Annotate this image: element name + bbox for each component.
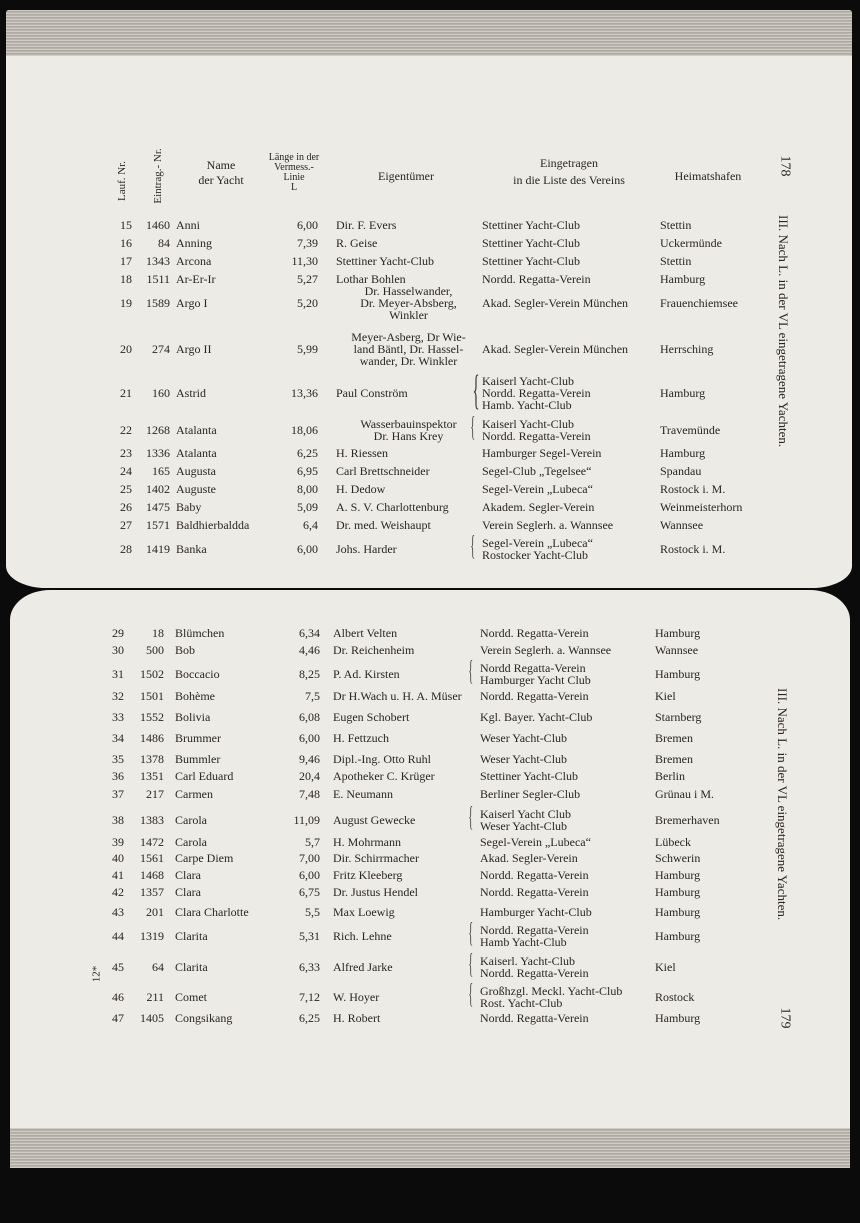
header-eingetragen-line2: in die Liste des Vereins: [513, 173, 625, 187]
verein-line: Kaiserl Yacht-Club: [482, 417, 574, 431]
verein-line: Nordd. Regatta-Verein: [482, 272, 591, 286]
yacht-name: Anni: [176, 218, 200, 232]
eintrag-nr: 1268: [146, 423, 170, 437]
heimatshafen: Weinmeisterhorn: [660, 500, 743, 514]
heimatshafen: Rostock: [655, 990, 695, 1004]
owner-line: land Bäntl, Dr. Hassel-: [353, 342, 464, 356]
verein-line: Akad. Segler-Verein: [480, 851, 578, 865]
owner: August Gewecke: [333, 813, 416, 827]
owner-line: Paul Conström: [336, 386, 408, 400]
verein-line: Kaiserl Yacht Club: [480, 807, 571, 821]
lauf-nr: 43: [112, 905, 124, 919]
eintrag-nr: 1405: [140, 1011, 164, 1025]
header-laenge-line4: L: [290, 182, 298, 193]
laenge: 6,00: [299, 731, 320, 745]
owner: Max Loewig: [333, 905, 395, 919]
yacht-name: Carmen: [175, 787, 213, 801]
lauf-nr: 37: [112, 787, 124, 801]
eintrag-nr: 1336: [146, 446, 170, 460]
heimatshafen: Hamburg: [655, 885, 701, 899]
lauf-nr: 44: [112, 929, 124, 943]
owner-line: Dr. Meyer-Absberg,: [360, 296, 457, 310]
verein-line: Verein Seglerh. a. Wannsee: [480, 643, 612, 657]
heimatshafen: Spandau: [660, 464, 702, 478]
yacht-name: Carola: [175, 835, 207, 849]
eintrag-nr: 217: [146, 787, 164, 801]
owner: H. Robert: [333, 1011, 381, 1025]
header-name-line2: der Yacht: [198, 173, 244, 187]
laenge: 9,46: [299, 752, 320, 766]
lauf-nr: 46: [112, 990, 124, 1004]
heimatshafen: Frauenchiemsee: [660, 296, 738, 310]
laenge: 5,20: [297, 296, 318, 310]
brace-icon: {: [468, 918, 474, 949]
owner: Dir. Schirrmacher: [333, 851, 419, 865]
owner: E. Neumann: [333, 787, 393, 801]
eintrag-nr: 1472: [140, 835, 164, 849]
laenge: 6,95: [297, 464, 318, 478]
lauf-nr: 45: [112, 960, 124, 974]
owner-line: Dir. F. Evers: [336, 218, 397, 232]
verein-line: Nordd. Regatta-Verein: [480, 885, 589, 899]
heimatshafen: Kiel: [655, 689, 676, 703]
verein-line: Berliner Segler-Club: [480, 787, 581, 801]
heimatshafen: Hamburg: [655, 626, 701, 640]
lauf-nr: 17: [120, 254, 132, 268]
heimatshafen: Rostock i. M.: [660, 542, 726, 556]
yacht-name: Auguste: [176, 482, 216, 496]
brace-icon: {: [472, 368, 480, 414]
eintrag-nr: 1383: [140, 813, 164, 827]
owner-line: Wasserbauinspektor: [360, 417, 457, 431]
yacht-name: Carpe Diem: [175, 851, 234, 865]
verein-line: Nordd. Regatta-Verein: [482, 386, 591, 400]
verein-line: Stettiner Yacht-Club: [482, 236, 580, 250]
yacht-name: Brummer: [175, 731, 221, 745]
heimatshafen: Bremen: [655, 752, 693, 766]
owner: P. Ad. Kirsten: [333, 667, 400, 681]
lauf-nr: 41: [112, 868, 124, 882]
top-page-edges: [6, 10, 852, 56]
owner: Eugen Schobert: [333, 710, 410, 724]
verein-line: Nordd. Regatta-Verein: [480, 626, 589, 640]
lauf-nr: 42: [112, 885, 124, 899]
header-laenge: [258, 153, 330, 193]
heimatshafen: Hamburg: [655, 905, 701, 919]
verein-line: Weser Yacht-Club: [480, 752, 568, 766]
eintrag-nr: 1357: [140, 885, 164, 899]
header-heimatshafen: Heimatshafen: [674, 169, 742, 183]
heimatshafen: Hamburg: [660, 272, 706, 286]
verein-line: Nordd Regatta-Verein: [480, 661, 586, 675]
yacht-name: Anning: [176, 236, 212, 250]
brace-icon: {: [468, 656, 474, 687]
laenge: 6,75: [299, 885, 320, 899]
laenge: 7,39: [297, 236, 318, 250]
eintrag-nr: 1561: [140, 851, 164, 865]
verein-line: Akadem. Segler-Verein: [482, 500, 595, 514]
bottom-page-edges: [10, 1128, 850, 1168]
owner-line: Lothar Bohlen: [336, 272, 406, 286]
heimatshafen: Bremen: [655, 731, 693, 745]
bottom-page: [10, 590, 850, 1168]
top-running-head: III. Nach L. in der VL eingetragene Yachten.: [776, 215, 791, 448]
eintrag-nr: 1351: [140, 769, 164, 783]
eintrag-nr: 1343: [146, 254, 170, 268]
verein-line: Nordd. Regatta-Verein: [480, 689, 589, 703]
verein-line: Stettiner Yacht-Club: [482, 254, 580, 268]
eintrag-nr: 1501: [140, 689, 164, 703]
verein-line: Segel-Verein „Lubeca“: [482, 482, 593, 496]
owner-line: Carl Brettschneider: [336, 464, 430, 478]
laenge: 4,46: [299, 643, 320, 657]
owner: Fritz Kleeberg: [333, 868, 403, 882]
owner-line: Dr. Hasselwander,: [364, 284, 453, 298]
verein-line: Großhzgl. Meckl. Yacht-Club: [480, 984, 623, 998]
owner: H. Fettzuch: [333, 731, 389, 745]
laenge: 6,08: [299, 710, 320, 724]
yacht-name: Carl Eduard: [175, 769, 234, 783]
owner-line: H. Riessen: [336, 446, 388, 460]
heimatshafen: Wannsee: [655, 643, 699, 657]
signature-mark: 12*: [90, 965, 103, 983]
header-name-line1: Name: [206, 158, 236, 172]
yacht-name: Congsikang: [175, 1011, 233, 1025]
header-laenge-line1: Länge in der: [268, 152, 320, 163]
owner-line: A. S. V. Charlottenburg: [336, 500, 449, 514]
eintrag-nr: 1460: [146, 218, 170, 232]
laenge: 5,99: [297, 342, 318, 356]
laenge: 6,00: [299, 868, 320, 882]
heimatshafen: Rostock i. M.: [660, 482, 726, 496]
eintrag-nr: 64: [152, 960, 164, 974]
heimatshafen: Bremerhaven: [655, 813, 720, 827]
lauf-nr: 23: [120, 446, 132, 460]
laenge: 11,30: [291, 254, 318, 268]
verein-line: Nordd. Regatta-Verein: [480, 966, 589, 980]
verein-line: Kgl. Bayer. Yacht-Club: [480, 710, 593, 724]
laenge: 6,00: [297, 542, 318, 556]
owner-line: Meyer-Asberg, Dr Wie-: [351, 330, 466, 344]
owner: Dr. Justus Hendel: [333, 885, 418, 899]
eintrag-nr: 274: [152, 342, 170, 356]
verein-line: Hamb. Yacht-Club: [482, 398, 572, 412]
eintrag-nr: 1468: [140, 868, 164, 882]
header-eingetragen: [484, 155, 654, 189]
owner-line: wander, Dr. Winkler: [359, 354, 458, 368]
eintrag-nr: 1589: [146, 296, 170, 310]
verein-line: Stettiner Yacht-Club: [482, 218, 580, 232]
header-lauf-nr: Lauf. Nr.: [116, 160, 128, 201]
lauf-nr: 21: [120, 386, 132, 400]
lauf-nr: 31: [112, 667, 124, 681]
laenge: 8,25: [299, 667, 320, 681]
verein-line: Hamb Yacht-Club: [480, 935, 567, 949]
yacht-name: Clara Charlotte: [175, 905, 249, 919]
laenge: 7,00: [299, 851, 320, 865]
yacht-name: Augusta: [176, 464, 216, 478]
laenge: 7,12: [299, 990, 320, 1004]
verein-line: Rostocker Yacht-Club: [482, 548, 588, 562]
lauf-nr: 22: [120, 423, 132, 437]
yacht-name: Clarita: [175, 929, 208, 943]
lauf-nr: 36: [112, 769, 124, 783]
verein-line: Kaiserl Yacht-Club: [482, 374, 574, 388]
lauf-nr: 29: [112, 626, 124, 640]
heimatshafen: Hamburg: [655, 1011, 701, 1025]
laenge: 6,25: [299, 1011, 320, 1025]
eintrag-nr: 1502: [140, 667, 164, 681]
yacht-name: Argo II: [176, 342, 212, 356]
yacht-name: Baby: [176, 500, 202, 514]
owner: Alfred Jarke: [333, 960, 393, 974]
lauf-nr: 39: [112, 835, 124, 849]
yacht-name: Bolivia: [175, 710, 211, 724]
verein-line: Nordd. Regatta-Verein: [480, 923, 589, 937]
lauf-nr: 27: [120, 518, 132, 532]
eintrag-nr: 1486: [140, 731, 164, 745]
bottom-page-number: 179: [777, 1007, 793, 1029]
owner: Dr. Reichenheim: [333, 643, 415, 657]
heimatshafen: Kiel: [655, 960, 676, 974]
laenge: 5,5: [305, 905, 320, 919]
yacht-name: Arcona: [176, 254, 212, 268]
eintrag-nr: 165: [152, 464, 170, 478]
verein-line: Rost. Yacht-Club: [480, 996, 563, 1010]
heimatshafen: Starnberg: [655, 710, 702, 724]
eintrag-nr: 1378: [140, 752, 164, 766]
laenge: 5,09: [297, 500, 318, 514]
yacht-name: Blümchen: [175, 626, 225, 640]
lauf-nr: 28: [120, 542, 132, 556]
verein-line: Segel-Club „Tegelsee“: [482, 464, 592, 478]
eintrag-nr: 201: [146, 905, 164, 919]
owner-line: Winkler: [389, 308, 428, 322]
eintrag-nr: 1419: [146, 542, 170, 556]
owner-line: Dr. med. Weishaupt: [336, 518, 431, 532]
laenge: 7,48: [299, 787, 320, 801]
laenge: 20,4: [299, 769, 320, 783]
header-name: [176, 158, 266, 188]
lauf-nr: 40: [112, 851, 124, 865]
heimatshafen: Schwerin: [655, 851, 701, 865]
eintrag-nr: 1511: [146, 272, 170, 286]
verein-line: Segel-Verein „Lubeca“: [482, 536, 593, 550]
yacht-name: Atalanta: [176, 446, 217, 460]
owner-line: Johs. Harder: [336, 542, 397, 556]
yacht-name: Atalanta: [176, 423, 217, 437]
brace-icon: {: [470, 531, 476, 562]
eintrag-nr: 84: [158, 236, 170, 250]
verein-line: Akad. Segler-Verein München: [482, 342, 629, 356]
verein-line: Hamburger Yacht Club: [480, 673, 591, 687]
owner: Dipl.-Ing. Otto Ruhl: [333, 752, 431, 766]
lauf-nr: 30: [112, 643, 124, 657]
yacht-name: Carola: [175, 813, 207, 827]
yacht-name: Clara: [175, 868, 201, 882]
laenge: 6,34: [299, 626, 320, 640]
lauf-nr: 24: [120, 464, 132, 478]
laenge: 5,7: [305, 835, 320, 849]
heimatshafen: Berlin: [655, 769, 685, 783]
lauf-nr: 34: [112, 731, 124, 745]
verein-line: Stettiner Yacht-Club: [480, 769, 578, 783]
heimatshafen: Lübeck: [655, 835, 691, 849]
verein-line: Weser Yacht-Club: [480, 819, 568, 833]
lauf-nr: 35: [112, 752, 124, 766]
owner: Dr H.Wach u. H. A. Müser: [333, 689, 462, 703]
verein-line: Nordd. Regatta-Verein: [480, 1011, 589, 1025]
laenge: 7,5: [305, 689, 320, 703]
laenge: 5,31: [299, 929, 320, 943]
owner-line: R. Geise: [336, 236, 378, 250]
laenge: 8,00: [297, 482, 318, 496]
brace-icon: {: [468, 979, 474, 1010]
verein-line: Kaiserl. Yacht-Club: [480, 954, 575, 968]
heimatshafen: Hamburg: [660, 446, 706, 460]
lauf-nr: 15: [120, 218, 132, 232]
heimatshafen: Hamburg: [655, 929, 701, 943]
heimatshafen: Grünau i M.: [655, 787, 714, 801]
heimatshafen: Hamburg: [655, 868, 701, 882]
verein-line: Verein Seglerh. a. Wannsee: [482, 518, 614, 532]
header-laenge-line3: Linie: [283, 172, 305, 183]
heimatshafen: Wannsee: [660, 518, 704, 532]
yacht-name: Boccacio: [175, 667, 220, 681]
verein-line: Hamburger Yacht-Club: [480, 905, 592, 919]
laenge: 5,27: [297, 272, 318, 286]
yacht-name: Baldhierbaldda: [176, 518, 250, 532]
yacht-name: Comet: [175, 990, 207, 1004]
bottom-running-head: III. Nach L. in der VL eingetragene Yachten.: [775, 688, 790, 921]
eintrag-nr: 500: [146, 643, 164, 657]
heimatshafen: Hamburg: [655, 667, 701, 681]
lauf-nr: 19: [120, 296, 132, 310]
lauf-nr: 33: [112, 710, 124, 724]
laenge: 6,25: [297, 446, 318, 460]
yacht-name: Bob: [175, 643, 196, 657]
heimatshafen: Herrsching: [660, 342, 714, 356]
owner-line: H. Dedow: [336, 482, 386, 496]
yacht-name: Clarita: [175, 960, 208, 974]
laenge: 6,00: [297, 218, 318, 232]
lauf-nr: 16: [120, 236, 132, 250]
lauf-nr: 32: [112, 689, 124, 703]
heimatshafen: Uckermünde: [660, 236, 722, 250]
laenge: 6,33: [299, 960, 320, 974]
eintrag-nr: 1475: [146, 500, 170, 514]
lauf-nr: 20: [120, 342, 132, 356]
yacht-name: Argo I: [176, 296, 208, 310]
heimatshafen: Stettin: [660, 218, 692, 232]
heimatshafen: Hamburg: [660, 386, 706, 400]
laenge: 18,06: [291, 423, 318, 437]
header-laenge-line2: Vermess.-: [274, 162, 314, 173]
verein-line: Hamburger Segel-Verein: [482, 446, 602, 460]
owner-line: Stettiner Yacht-Club: [336, 254, 434, 268]
lauf-nr: 47: [112, 1011, 124, 1025]
eintrag-nr: 18: [152, 626, 164, 640]
brace-icon: {: [468, 949, 474, 980]
lauf-nr: 25: [120, 482, 132, 496]
yacht-name: Banka: [176, 542, 207, 556]
lauf-nr: 38: [112, 813, 124, 827]
laenge: 11,09: [293, 813, 320, 827]
lauf-nr: 26: [120, 500, 132, 514]
laenge: 6,4: [303, 518, 318, 532]
brace-icon: {: [468, 802, 474, 833]
verein-line: Weser Yacht-Club: [480, 731, 568, 745]
heimatshafen: Stettin: [660, 254, 692, 268]
owner: Rich. Lehne: [333, 929, 392, 943]
eintrag-nr: 160: [152, 386, 170, 400]
brace-icon: {: [470, 412, 476, 443]
verein-line: Segel-Verein „Lubeca“: [480, 835, 591, 849]
top-page: [6, 10, 852, 588]
yacht-name: Bummler: [175, 752, 221, 766]
eintrag-nr: 1319: [140, 929, 164, 943]
eintrag-nr: 1571: [146, 518, 170, 532]
owner: W. Hoyer: [333, 990, 380, 1004]
eintrag-nr: 1402: [146, 482, 170, 496]
header-eintrag-nr: Eintrag.- Nr.: [152, 148, 164, 204]
laenge: 13,36: [291, 386, 318, 400]
top-page-number: 178: [777, 155, 793, 177]
owner: H. Mohrmann: [333, 835, 401, 849]
owner: Apotheker C. Krüger: [333, 769, 435, 783]
verein-line: Akad. Segler-Verein München: [482, 296, 629, 310]
header-eingetragen-line1: Eingetragen: [540, 156, 598, 170]
verein-line: Nordd. Regatta-Verein: [480, 868, 589, 882]
owner: Albert Velten: [333, 626, 398, 640]
yacht-name: Astrid: [176, 386, 206, 400]
yacht-name: Ar-Er-Ir: [176, 272, 216, 286]
eintrag-nr: 211: [146, 990, 164, 1004]
yacht-name: Clara: [175, 885, 201, 899]
verein-line: Nordd. Regatta-Verein: [482, 429, 591, 443]
heimatshafen: Travemünde: [660, 423, 721, 437]
owner-line: Dr. Hans Krey: [373, 429, 444, 443]
lauf-nr: 18: [120, 272, 132, 286]
yacht-name: Bohème: [175, 689, 215, 703]
eintrag-nr: 1552: [140, 710, 164, 724]
header-eigentuemer: Eigentümer: [378, 169, 434, 183]
